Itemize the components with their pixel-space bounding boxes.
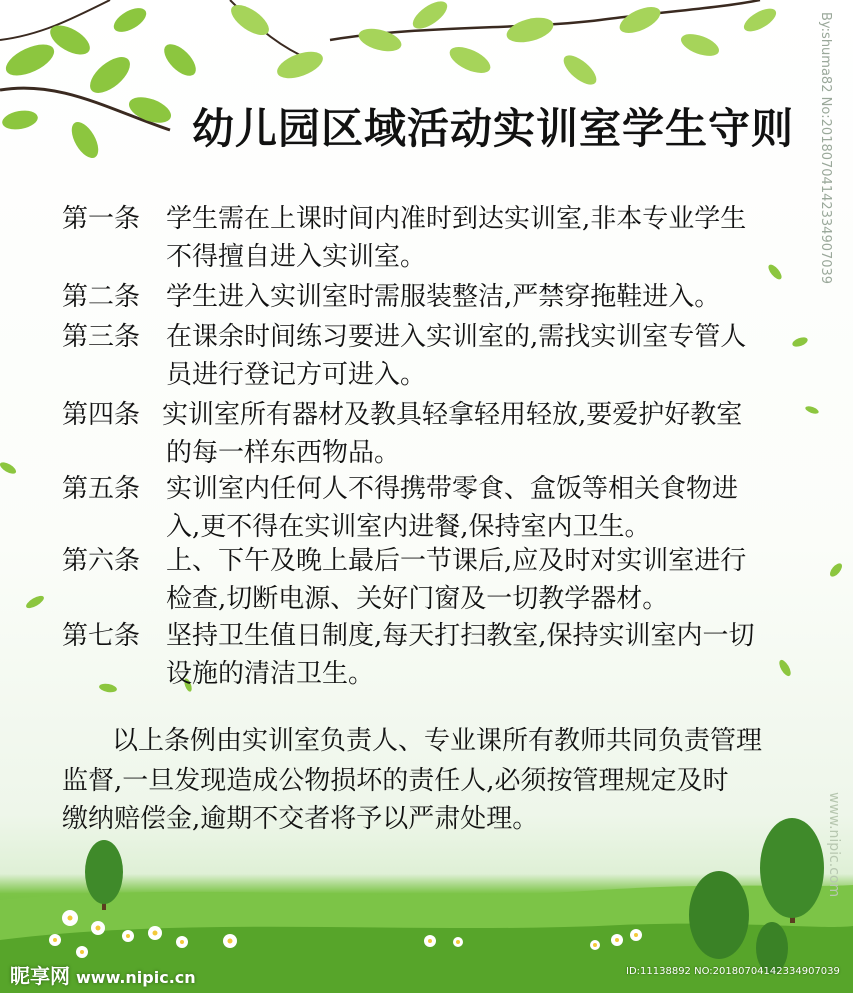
article-text-line: 实训室内任何人不得携带零食、盒饭等相关食物进: [166, 474, 739, 504]
site-watermark: www.nipic.com: [826, 792, 842, 898]
article-number: 第一条: [62, 204, 141, 234]
poster-title: 幼儿园区域活动实训室学生守则: [192, 104, 795, 153]
article-number: 第二条: [62, 282, 141, 312]
article-text-line: 员进行登记方可进入。: [166, 360, 427, 390]
article-text-line: 学生需在上课时间内准时到达实训室,非本专业学生: [166, 204, 747, 234]
article-number: 第五条: [62, 474, 141, 504]
article-text-line: 入,更不得在实训室内进餐,保持室内卫生。: [166, 512, 651, 542]
logo-url: www.nipic.cn: [76, 968, 196, 987]
article-text-line: 在课余时间练习要进入实训室的,需找实训室专管人: [166, 322, 747, 352]
image-id: ID:11138892 NO:20180704142334907039: [626, 966, 840, 977]
article-text-line: 设施的清洁卫生。: [166, 659, 375, 689]
article-number: 第七条: [62, 621, 141, 651]
article-number: 第三条: [62, 322, 141, 352]
leaves-cluster-top: [226, 0, 779, 90]
site-logo: [10, 960, 196, 989]
closing-line: 缴纳赔偿金,逾期不交者将予以严肃处理。: [62, 804, 539, 834]
article-text-line: 不得擅自进入实训室。: [166, 242, 427, 272]
article-text-line: 的每一样东西物品。: [166, 438, 401, 468]
side-watermark: By:shuma82 No:20180704142334907039: [818, 12, 833, 285]
article-text-line: 实训室所有器材及教具轻拿轻用轻放,要爱护好教室: [162, 400, 743, 430]
logo-text: 昵享网: [10, 964, 70, 988]
article-text-line: 检查,切断电源、关好门窗及一切教学器材。: [166, 584, 669, 614]
leaves-cluster-left: [1, 3, 202, 162]
article-text-line: 坚持卫生值日制度,每天打扫教室,保持实训室内一切: [166, 621, 755, 651]
tree-right-mid: [689, 871, 749, 959]
article-number: 第四条: [62, 400, 141, 430]
closing-line: 监督,一旦发现造成公物损坏的责任人,必须按管理规定及时: [62, 766, 729, 796]
closing-line: 以上条例由实训室负责人、专业课所有教师共同负责管理: [112, 726, 763, 756]
article-text-line: 学生进入实训室时需服装整洁,严禁穿拖鞋进入。: [166, 282, 721, 312]
article-number: 第六条: [62, 546, 141, 576]
article-text-line: 上、下午及晚上最后一节课后,应及时对实训室进行: [166, 546, 747, 576]
